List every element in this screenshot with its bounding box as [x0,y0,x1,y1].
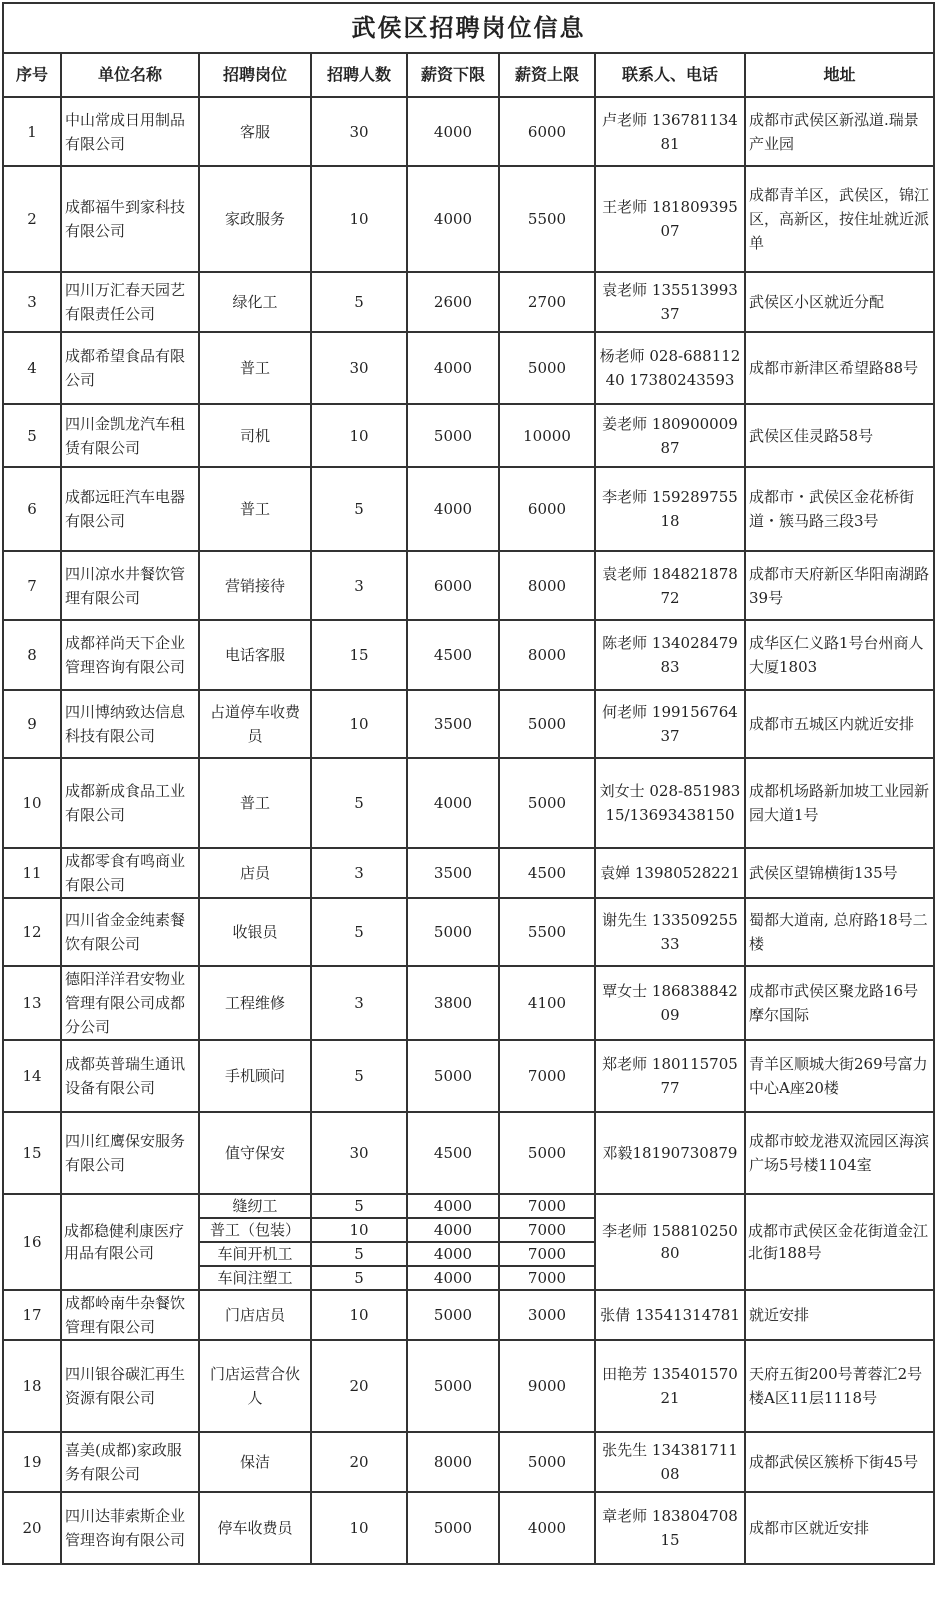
row-number: 20 [3,1492,61,1564]
position-name: 车间注塑工 [199,1266,311,1290]
table-row [3,620,934,690]
contact-info: 袁婵 13980528221 [595,848,745,898]
company-name: 四川省金金纯素餐饮有限公司 [61,898,199,966]
company-name: 四川万汇春天园艺有限责任公司 [61,272,199,332]
table-row [3,1492,934,1564]
company-name: 成都岭南牛杂餐饮管理有限公司 [61,1290,199,1340]
position-name: 电话客服 [199,620,311,690]
company-name: 四川金凯龙汽车租赁有限公司 [61,404,199,467]
company-name: 四川博纳致达信息科技有限公司 [61,690,199,758]
address: 成都市天府新区华阳南湖路39号 [745,551,934,620]
address: 成都市・武侯区金花桥街道・簇马路三段3号 [745,467,934,551]
company-name: 成都祥尚天下企业管理咨询有限公司 [61,620,199,690]
company-name: 成都福牛到家科技有限公司 [61,166,199,272]
salary-max: 4500 [499,848,595,898]
headcount: 20 [311,1432,407,1492]
header-address: 地址 [745,53,934,97]
contact-info: 袁老师 13551399337 [595,272,745,332]
headcount: 5 [311,1242,407,1266]
header-no: 序号 [3,53,61,97]
table-row [3,1194,934,1218]
headcount: 5 [311,1266,407,1290]
company-name: 四川达菲索斯企业管理咨询有限公司 [61,1492,199,1564]
table-row [3,758,934,848]
salary-max: 9000 [499,1340,595,1432]
salary-max: 6000 [499,467,595,551]
table-row [3,690,934,758]
position-name: 司机 [199,404,311,467]
headcount: 10 [311,1290,407,1340]
salary-max: 5000 [499,1112,595,1194]
company-name: 成都希望食品有限公司 [61,332,199,404]
salary-min: 5000 [407,404,499,467]
headcount: 15 [311,620,407,690]
contact-info: 郑老师 18011570577 [595,1040,745,1112]
company-name: 喜美(成都)家政服务有限公司 [61,1432,199,1492]
address: 成都市蛟龙港双流园区海滨广场5号楼1104室 [745,1112,934,1194]
table-row [3,467,934,551]
row-number: 1 [3,97,61,166]
address: 成都机场路新加坡工业园新园大道1号 [745,758,934,848]
contact-info: 王老师 18180939507 [595,166,745,272]
salary-max: 3000 [499,1290,595,1340]
salary-max: 4000 [499,1492,595,1564]
address: 武侯区望锦横街135号 [745,848,934,898]
position-name: 缝纫工 [199,1194,311,1218]
page-title: 武侯区招聘岗位信息 [3,3,934,53]
position-name: 绿化工 [199,272,311,332]
contact-info: 陈老师 13402847983 [595,620,745,690]
address: 成都青羊区，武侯区，锦江区，高新区，按住址就近派单 [745,166,934,272]
position-name: 占道停车收费员 [199,690,311,758]
headcount: 10 [311,1218,407,1242]
company-name: 成都零食有鸣商业有限公司 [61,848,199,898]
header-company: 单位名称 [61,53,199,97]
headcount: 3 [311,551,407,620]
contact-info: 覃女士 18683884209 [595,966,745,1040]
row-number: 9 [3,690,61,758]
company-name: 成都远旺汽车电器有限公司 [61,467,199,551]
company-name: 四川红鹰保安服务有限公司 [61,1112,199,1194]
position-name: 普工 [199,332,311,404]
row-number: 4 [3,332,61,404]
row-number: 17 [3,1290,61,1340]
row-number: 7 [3,551,61,620]
contact-info: 何老师 19915676437 [595,690,745,758]
recruitment-sheet [2,2,933,1565]
position-name: 普工 [199,467,311,551]
header-salary-max: 薪资上限 [499,53,595,97]
address: 成都市武侯区聚龙路16号摩尔国际 [745,966,934,1040]
company-name: 成都新成食品工业有限公司 [61,758,199,848]
address: 青羊区顺城大街269号富力中心A座20楼 [745,1040,934,1112]
salary-min: 5000 [407,1040,499,1112]
headcount: 10 [311,404,407,467]
position-name: 门店运营合伙人 [199,1340,311,1432]
contact-info: 田艳芳 13540157021 [595,1340,745,1432]
salary-max: 4100 [499,966,595,1040]
salary-max: 8000 [499,551,595,620]
contact-info: 刘女士 028-85198315/13693438150 [595,758,745,848]
position-name: 客服 [199,97,311,166]
recruitment-table [2,2,935,1565]
salary-min: 3800 [407,966,499,1040]
salary-max: 6000 [499,97,595,166]
position-name: 值守保安 [199,1112,311,1194]
position-name: 普工 [199,758,311,848]
headcount: 5 [311,467,407,551]
position-name: 普工（包装） [199,1218,311,1242]
position-name: 手机顾问 [199,1040,311,1112]
address: 蜀都大道南, 总府路18号二楼 [745,898,934,966]
table-row [3,404,934,467]
position-name: 工程维修 [199,966,311,1040]
salary-min: 4500 [407,620,499,690]
row-number: 15 [3,1112,61,1194]
company-name: 成都稳健利康医疗用品有限公司 [61,1194,199,1290]
salary-min: 3500 [407,690,499,758]
company-name: 中山常成日用制品有限公司 [61,97,199,166]
contact-info: 张倩 13541314781 [595,1290,745,1340]
header-count: 招聘人数 [311,53,407,97]
table-row [3,1040,934,1112]
row-number: 3 [3,272,61,332]
position-name: 保洁 [199,1432,311,1492]
address: 成华区仁义路1号台州商人大厦1803 [745,620,934,690]
salary-max: 5000 [499,690,595,758]
salary-min: 5000 [407,1340,499,1432]
position-name: 收银员 [199,898,311,966]
row-number: 19 [3,1432,61,1492]
headcount: 3 [311,966,407,1040]
address: 就近安排 [745,1290,934,1340]
table-row [3,166,934,272]
address: 武侯区佳灵路58号 [745,404,934,467]
salary-min: 5000 [407,1290,499,1340]
headcount: 5 [311,758,407,848]
salary-min: 4500 [407,1112,499,1194]
table-row [3,848,934,898]
salary-min: 4000 [407,758,499,848]
salary-max: 10000 [499,404,595,467]
contact-info: 章老师 18380470815 [595,1492,745,1564]
headcount: 5 [311,272,407,332]
salary-max: 7000 [499,1040,595,1112]
address: 成都市五城区内就近安排 [745,690,934,758]
salary-min: 5000 [407,898,499,966]
contact-info: 杨老师 028-68811240 17380243593 [595,332,745,404]
table-row [3,1290,934,1340]
table-row [3,966,934,1040]
address: 成都市区就近安排 [745,1492,934,1564]
table-row [3,332,934,404]
row-number: 11 [3,848,61,898]
salary-min: 4000 [407,1218,499,1242]
salary-max: 7000 [499,1194,595,1218]
table-row [3,1112,934,1194]
headcount: 5 [311,1040,407,1112]
headcount: 30 [311,97,407,166]
table-row [3,1432,934,1492]
table-row [3,898,934,966]
row-number: 16 [3,1194,61,1290]
company-name: 四川凉水井餐饮管理有限公司 [61,551,199,620]
salary-min: 4000 [407,97,499,166]
address: 成都武侯区簇桥下街45号 [745,1432,934,1492]
header-row [3,53,934,97]
row-number: 6 [3,467,61,551]
row-number: 13 [3,966,61,1040]
position-name: 家政服务 [199,166,311,272]
contact-info: 姜老师 18090000987 [595,404,745,467]
header-salary-min: 薪资下限 [407,53,499,97]
address: 武侯区小区就近分配 [745,272,934,332]
salary-max: 5000 [499,332,595,404]
salary-min: 8000 [407,1432,499,1492]
company-name: 德阳洋洋君安物业管理有限公司成都分公司 [61,966,199,1040]
salary-max: 7000 [499,1218,595,1242]
headcount: 30 [311,332,407,404]
salary-max: 8000 [499,620,595,690]
table-row [3,1340,934,1432]
row-number: 12 [3,898,61,966]
salary-max: 7000 [499,1266,595,1290]
headcount: 20 [311,1340,407,1432]
contact-info: 谢先生 13350925533 [595,898,745,966]
position-name: 门店店员 [199,1290,311,1340]
address: 成都市新津区希望路88号 [745,332,934,404]
row-number: 5 [3,404,61,467]
salary-min: 5000 [407,1492,499,1564]
row-number: 10 [3,758,61,848]
salary-max: 5500 [499,166,595,272]
position-name: 营销接待 [199,551,311,620]
headcount: 3 [311,848,407,898]
contact-info: 邓毅18190730879 [595,1112,745,1194]
salary-min: 4000 [407,1194,499,1218]
salary-max: 2700 [499,272,595,332]
salary-max: 7000 [499,1242,595,1266]
company-name: 成都英普瑞生通讯设备有限公司 [61,1040,199,1112]
contact-info: 李老师 15928975518 [595,467,745,551]
contact-info: 李老师 15881025080 [595,1194,745,1290]
row-number: 8 [3,620,61,690]
position-name: 停车收费员 [199,1492,311,1564]
salary-min: 4000 [407,1266,499,1290]
table-row [3,551,934,620]
row-number: 18 [3,1340,61,1432]
header-position: 招聘岗位 [199,53,311,97]
salary-max: 5000 [499,758,595,848]
address: 天府五街200号菁蓉汇2号楼A区11层1118号 [745,1340,934,1432]
position-name: 店员 [199,848,311,898]
row-number: 2 [3,166,61,272]
salary-min: 4000 [407,1242,499,1266]
salary-min: 3500 [407,848,499,898]
headcount: 10 [311,690,407,758]
headcount: 30 [311,1112,407,1194]
headcount: 5 [311,898,407,966]
salary-min: 6000 [407,551,499,620]
salary-max: 5500 [499,898,595,966]
salary-min: 4000 [407,166,499,272]
header-contact: 联系人、电话 [595,53,745,97]
row-number: 14 [3,1040,61,1112]
headcount: 10 [311,166,407,272]
company-name: 四川银谷碳汇再生资源有限公司 [61,1340,199,1432]
address: 成都市武侯区金花街道金江北街188号 [745,1194,934,1290]
salary-min: 4000 [407,332,499,404]
salary-max: 5000 [499,1432,595,1492]
table-row [3,97,934,166]
salary-min: 4000 [407,467,499,551]
address: 成都市武侯区新泓道.瑞景产业园 [745,97,934,166]
contact-info: 袁老师 18482187872 [595,551,745,620]
table-row [3,272,934,332]
contact-info: 张先生 13438171108 [595,1432,745,1492]
position-name: 车间开机工 [199,1242,311,1266]
contact-info: 卢老师 13678113481 [595,97,745,166]
salary-min: 2600 [407,272,499,332]
headcount: 10 [311,1492,407,1564]
headcount: 5 [311,1194,407,1218]
